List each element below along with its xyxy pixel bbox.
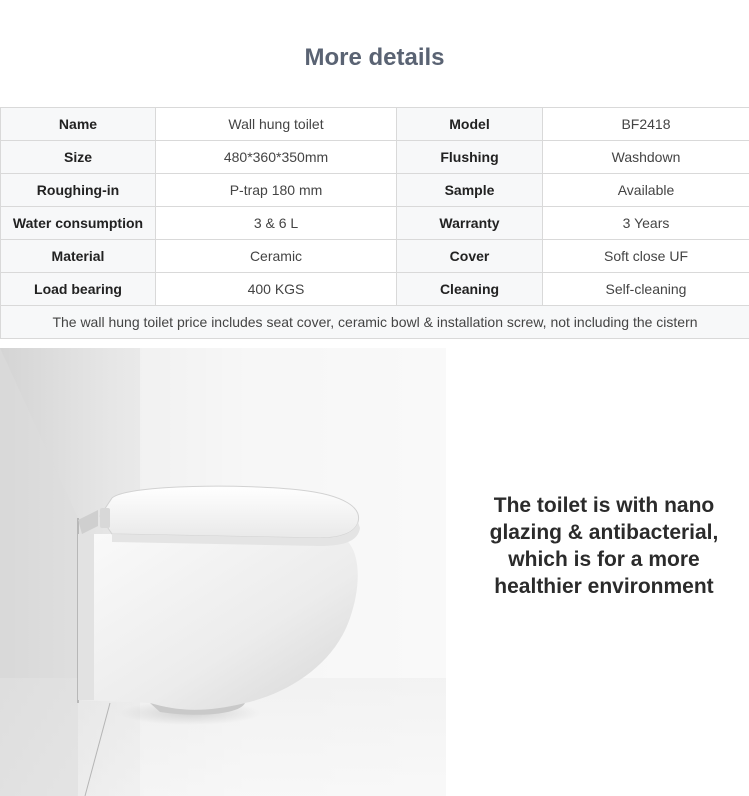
spec-value: Self-cleaning — [543, 273, 749, 306]
spec-value: Available — [543, 174, 749, 207]
spec-key: Size — [1, 141, 156, 174]
wall-hung-toilet-illustration — [0, 348, 446, 796]
table-note-row — [1, 306, 749, 339]
spec-key: Material — [1, 240, 156, 273]
spec-value: Ceramic — [156, 240, 397, 273]
table-row — [1, 273, 749, 306]
spec-value: 3 Years — [543, 207, 749, 240]
table-row — [1, 240, 749, 273]
spec-value: Wall hung toilet — [156, 108, 397, 141]
spec-value: 480*360*350mm — [156, 141, 397, 174]
spec-value: Soft close UF — [543, 240, 749, 273]
table-row — [1, 174, 749, 207]
table-row — [1, 207, 749, 240]
caption-line: glazing & antibacterial, — [489, 521, 719, 544]
spec-value: BF2418 — [543, 108, 749, 141]
spec-key: Cover — [397, 240, 543, 273]
spec-key: Flushing — [397, 141, 543, 174]
spec-key: Roughing-in — [1, 174, 156, 207]
price-note: The wall hung toilet price includes seat cover, ceramic bowl & installation screw, not including the cistern — [1, 306, 749, 339]
table-row — [1, 141, 749, 174]
spec-value: Washdown — [543, 141, 749, 174]
spec-key: Water consumption — [1, 207, 156, 240]
spec-value: P-trap 180 mm — [156, 174, 397, 207]
spec-table — [0, 107, 749, 339]
caption-line: healthier environment — [494, 575, 714, 598]
caption-line: The toilet is with nano — [493, 494, 715, 517]
page-title: More details — [304, 44, 445, 71]
table-row — [1, 108, 749, 141]
spec-value: 400 KGS — [156, 273, 397, 306]
spec-key: Name — [1, 108, 156, 141]
product-photo — [0, 348, 446, 796]
spec-key: Model — [397, 108, 543, 141]
spec-value: 3 & 6 L — [156, 207, 397, 240]
feature-caption — [474, 492, 734, 600]
spec-key: Cleaning — [397, 273, 543, 306]
spec-key: Load bearing — [1, 273, 156, 306]
spec-key: Warranty — [397, 207, 543, 240]
caption-line: which is for a more — [508, 548, 700, 571]
spec-key: Sample — [397, 174, 543, 207]
